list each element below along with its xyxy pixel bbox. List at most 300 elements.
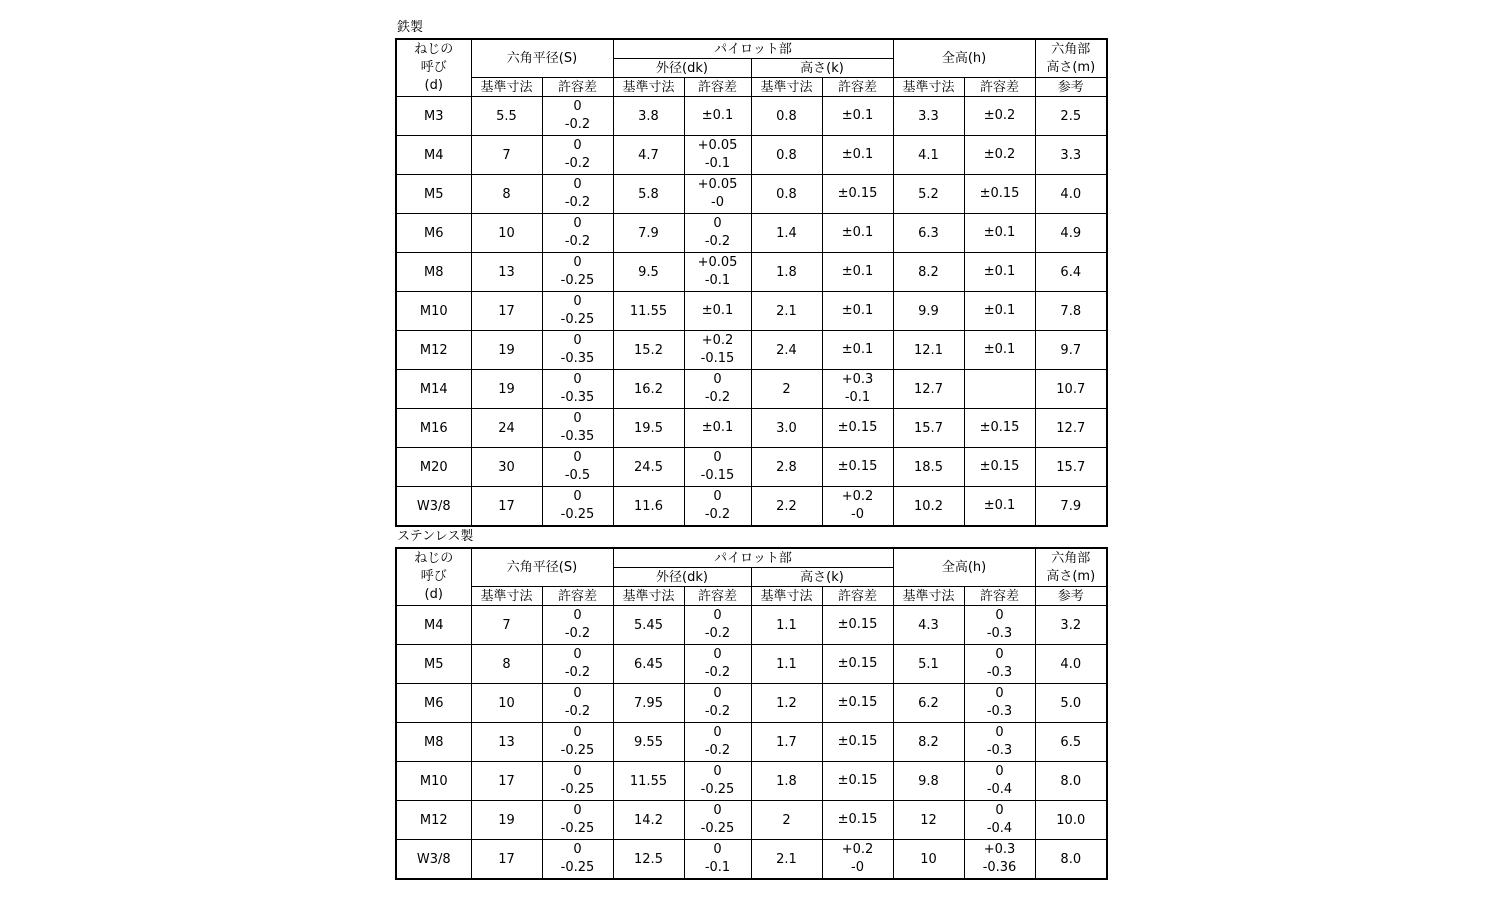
cell-outer-dia-tolerance — [684, 762, 751, 801]
tolerance-line: ±0.15 — [837, 812, 878, 827]
table-row — [396, 253, 1107, 292]
cell-outer-dia-tolerance — [684, 136, 751, 175]
table-body — [396, 606, 1107, 880]
tolerance-line: -0.25 — [560, 273, 595, 288]
cell-hex-width-tolerance — [542, 645, 613, 684]
tolerance-line: 0 — [573, 255, 582, 270]
tolerance-line: 0 — [995, 647, 1004, 662]
cell-height-k: 2.1 — [751, 292, 822, 331]
header-basic: 基準寸法 — [613, 78, 684, 97]
tolerance-line: 0 — [713, 647, 722, 662]
tolerance-line: ±0.1 — [841, 225, 874, 240]
cell-designation: M14 — [396, 370, 471, 409]
tolerance-line: 0 — [713, 608, 722, 623]
tolerance-line: ±0.15 — [979, 420, 1020, 435]
cell-total-height-tolerance — [964, 487, 1035, 527]
cell-hex-height: 8.0 — [1035, 840, 1107, 880]
tolerance-line: +0.05 — [697, 255, 738, 270]
cell-hex-height: 4.9 — [1035, 214, 1107, 253]
cell-outer-dia-tolerance — [684, 175, 751, 214]
cell-height-k: 1.1 — [751, 606, 822, 645]
tolerance-line: -0.1 — [704, 156, 731, 171]
tolerance-line: -0.5 — [564, 468, 591, 483]
tolerance-line: -0.2 — [564, 195, 591, 210]
tolerance-line: -0.25 — [560, 507, 595, 522]
tolerance-line: ±0.15 — [837, 186, 878, 201]
cell-height-k-tolerance — [822, 723, 893, 762]
tolerance-line: ±0.1 — [841, 264, 874, 279]
tolerance-line: 0 — [995, 803, 1004, 818]
cell-total-height-tolerance — [964, 370, 1035, 409]
cell-outer-dia-tolerance — [684, 723, 751, 762]
cell-outer-dia: 24.5 — [613, 448, 684, 487]
header-basic: 基準寸法 — [751, 587, 822, 606]
cell-total-height: 8.2 — [893, 723, 964, 762]
cell-designation: M12 — [396, 801, 471, 840]
table-row — [396, 487, 1107, 527]
cell-hex-width: 19 — [471, 370, 542, 409]
table-row — [396, 606, 1107, 645]
cell-height-k-tolerance — [822, 448, 893, 487]
header-tolerance: 許容差 — [542, 78, 613, 97]
cell-hex-width: 17 — [471, 840, 542, 880]
header-hex-height: 六角部 高さ(m) — [1035, 548, 1107, 587]
cell-height-k: 2.4 — [751, 331, 822, 370]
tolerance-line: ±0.1 — [983, 303, 1016, 318]
cell-hex-width-tolerance — [542, 175, 613, 214]
header-tolerance: 許容差 — [684, 587, 751, 606]
tolerance-line: 0 — [573, 647, 582, 662]
tolerance-line: 0 — [713, 842, 722, 857]
tolerance-line: ±0.1 — [841, 303, 874, 318]
cell-designation: M8 — [396, 723, 471, 762]
tolerance-line: +0.2 — [841, 842, 874, 857]
table-row — [396, 801, 1107, 840]
header-hex-height: 六角部 高さ(m) — [1035, 39, 1107, 78]
cell-hex-width: 7 — [471, 136, 542, 175]
cell-hex-width-tolerance — [542, 840, 613, 880]
header-tolerance: 許容差 — [964, 78, 1035, 97]
cell-height-k: 1.8 — [751, 253, 822, 292]
cell-total-height: 8.2 — [893, 253, 964, 292]
table-row — [396, 684, 1107, 723]
tolerance-line: -0.25 — [560, 821, 595, 836]
cell-outer-dia-tolerance — [684, 606, 751, 645]
cell-height-k: 1.4 — [751, 214, 822, 253]
header-total-height: 全高(h) — [893, 548, 1035, 587]
tolerance-line: -0 — [711, 195, 724, 210]
tolerance-line: 0 — [995, 608, 1004, 623]
header-outer-dia: 外径(dk) — [613, 568, 751, 587]
table-row — [396, 723, 1107, 762]
cell-hex-width-tolerance — [542, 97, 613, 136]
cell-outer-dia: 15.2 — [613, 331, 684, 370]
cell-total-height: 10 — [893, 840, 964, 880]
cell-outer-dia-tolerance — [684, 292, 751, 331]
spec-table-stainless — [395, 547, 1108, 880]
tolerance-line: -0.2 — [704, 507, 731, 522]
cell-outer-dia-tolerance — [684, 684, 751, 723]
tolerance-line: +0.05 — [697, 177, 738, 192]
header-hex-width: 六角平径(S) — [471, 39, 613, 78]
cell-hex-width-tolerance — [542, 409, 613, 448]
tolerance-line: -0 — [851, 860, 864, 875]
tolerance-line: ±0.1 — [983, 264, 1016, 279]
cell-hex-height: 4.0 — [1035, 175, 1107, 214]
header-tolerance: 許容差 — [684, 78, 751, 97]
tolerance-line: -0.3 — [986, 665, 1013, 680]
cell-total-height-tolerance — [964, 409, 1035, 448]
header-basic: 基準寸法 — [471, 78, 542, 97]
tolerance-line: -0.2 — [564, 234, 591, 249]
cell-total-height-tolerance — [964, 606, 1035, 645]
cell-designation: M6 — [396, 684, 471, 723]
cell-total-height: 18.5 — [893, 448, 964, 487]
cell-total-height: 9.8 — [893, 762, 964, 801]
tolerance-line: -0.2 — [704, 390, 731, 405]
cell-outer-dia: 12.5 — [613, 840, 684, 880]
cell-height-k-tolerance — [822, 175, 893, 214]
tolerance-line: -0 — [851, 507, 864, 522]
cell-hex-width: 19 — [471, 331, 542, 370]
cell-outer-dia-tolerance — [684, 370, 751, 409]
cell-height-k-tolerance — [822, 840, 893, 880]
cell-height-k-tolerance — [822, 292, 893, 331]
cell-hex-height: 6.5 — [1035, 723, 1107, 762]
tolerance-line: 0 — [573, 608, 582, 623]
header-outer-dia: 外径(dk) — [613, 59, 751, 78]
header-total-height: 全高(h) — [893, 39, 1035, 78]
cell-height-k: 2.8 — [751, 448, 822, 487]
cell-total-height: 15.7 — [893, 409, 964, 448]
cell-height-k-tolerance — [822, 606, 893, 645]
cell-outer-dia-tolerance — [684, 801, 751, 840]
cell-hex-width-tolerance — [542, 723, 613, 762]
header-pilot: パイロット部 — [613, 39, 893, 59]
tolerance-line: -0.25 — [700, 821, 735, 836]
cell-designation: M8 — [396, 253, 471, 292]
tolerance-line: -0.1 — [704, 860, 731, 875]
tolerance-line: -0.25 — [700, 782, 735, 797]
header-hex-width: 六角平径(S) — [471, 548, 613, 587]
cell-total-height-tolerance — [964, 448, 1035, 487]
tolerance-line: 0 — [573, 725, 582, 740]
tolerance-line: -0.15 — [700, 468, 735, 483]
tolerance-line: +0.05 — [697, 138, 738, 153]
tolerance-line: ±0.15 — [837, 773, 878, 788]
tolerance-line: ±0.15 — [837, 420, 878, 435]
cell-designation: M12 — [396, 331, 471, 370]
cell-outer-dia-tolerance — [684, 487, 751, 527]
cell-hex-height: 3.3 — [1035, 136, 1107, 175]
tolerance-line: -0.2 — [704, 234, 731, 249]
cell-height-k-tolerance — [822, 645, 893, 684]
cell-hex-height: 9.7 — [1035, 331, 1107, 370]
tolerance-line: 0 — [995, 764, 1004, 779]
cell-designation: M6 — [396, 214, 471, 253]
cell-hex-width-tolerance — [542, 214, 613, 253]
cell-designation: M10 — [396, 292, 471, 331]
cell-total-height: 12 — [893, 801, 964, 840]
cell-outer-dia: 5.45 — [613, 606, 684, 645]
tolerance-line: -0.2 — [564, 626, 591, 641]
cell-outer-dia: 11.55 — [613, 292, 684, 331]
cell-height-k-tolerance — [822, 214, 893, 253]
cell-hex-width: 17 — [471, 292, 542, 331]
cell-designation: M20 — [396, 448, 471, 487]
tolerance-line: 0 — [573, 686, 582, 701]
cell-height-k-tolerance — [822, 684, 893, 723]
cell-hex-height: 6.4 — [1035, 253, 1107, 292]
cell-total-height-tolerance — [964, 253, 1035, 292]
cell-hex-height: 4.0 — [1035, 645, 1107, 684]
cell-total-height: 9.9 — [893, 292, 964, 331]
table-header — [396, 548, 1107, 606]
tolerance-line: -0.2 — [704, 665, 731, 680]
tolerance-line: 0 — [573, 764, 582, 779]
cell-hex-width-tolerance — [542, 136, 613, 175]
cell-hex-width: 10 — [471, 214, 542, 253]
cell-outer-dia-tolerance — [684, 840, 751, 880]
table-row — [396, 214, 1107, 253]
tolerance-line: -0.1 — [704, 273, 731, 288]
tolerance-line: ±0.2 — [983, 147, 1016, 162]
header-basic: 基準寸法 — [613, 587, 684, 606]
header-tolerance: 許容差 — [542, 587, 613, 606]
header-height-k: 高さ(k) — [751, 59, 893, 78]
cell-outer-dia-tolerance — [684, 645, 751, 684]
cell-hex-width: 8 — [471, 175, 542, 214]
cell-outer-dia-tolerance — [684, 253, 751, 292]
tolerance-line: 0 — [713, 372, 722, 387]
tolerance-line: -0.25 — [560, 743, 595, 758]
tolerance-line: -0.35 — [560, 390, 595, 405]
tolerance-line: 0 — [713, 803, 722, 818]
cell-hex-width: 10 — [471, 684, 542, 723]
tolerance-line: 0 — [573, 372, 582, 387]
cell-total-height: 6.2 — [893, 684, 964, 723]
cell-hex-height: 3.2 — [1035, 606, 1107, 645]
cell-height-k-tolerance — [822, 487, 893, 527]
tolerance-line: ±0.15 — [837, 656, 878, 671]
cell-outer-dia-tolerance — [684, 331, 751, 370]
header-basic: 基準寸法 — [751, 78, 822, 97]
cell-height-k-tolerance — [822, 762, 893, 801]
cell-hex-height: 7.8 — [1035, 292, 1107, 331]
cell-hex-width: 7 — [471, 606, 542, 645]
header-height-k: 高さ(k) — [751, 568, 893, 587]
cell-hex-width-tolerance — [542, 292, 613, 331]
cell-total-height-tolerance — [964, 214, 1035, 253]
section-title-iron: 鉄製 — [397, 20, 424, 35]
tolerance-line: -0.2 — [564, 117, 591, 132]
cell-hex-width: 30 — [471, 448, 542, 487]
cell-total-height: 5.1 — [893, 645, 964, 684]
tolerance-line: ±0.1 — [983, 498, 1016, 513]
tolerance-line: -0.2 — [704, 626, 731, 641]
cell-height-k-tolerance — [822, 97, 893, 136]
table-header — [396, 39, 1107, 97]
cell-height-k-tolerance — [822, 136, 893, 175]
tolerance-line: 0 — [573, 450, 582, 465]
cell-outer-dia: 7.95 — [613, 684, 684, 723]
header-tolerance: 許容差 — [964, 587, 1035, 606]
cell-total-height: 6.3 — [893, 214, 964, 253]
cell-hex-width-tolerance — [542, 448, 613, 487]
table-row — [396, 97, 1107, 136]
cell-hex-width: 13 — [471, 723, 542, 762]
tolerance-line: -0.3 — [986, 704, 1013, 719]
tolerance-line: 0 — [573, 216, 582, 231]
spec-table-iron — [395, 38, 1108, 527]
cell-height-k: 1.2 — [751, 684, 822, 723]
tolerance-line: 0 — [573, 138, 582, 153]
cell-hex-height: 7.9 — [1035, 487, 1107, 527]
tolerance-line: 0 — [713, 216, 722, 231]
cell-height-k: 2.2 — [751, 487, 822, 527]
tolerance-line: -0.25 — [560, 312, 595, 327]
cell-outer-dia: 9.55 — [613, 723, 684, 762]
tolerance-line: -0.2 — [564, 704, 591, 719]
cell-height-k: 0.8 — [751, 136, 822, 175]
cell-total-height-tolerance — [964, 136, 1035, 175]
tolerance-line: -0.4 — [986, 821, 1013, 836]
tolerance-line: 0 — [713, 489, 722, 504]
tolerance-line: ±0.15 — [979, 186, 1020, 201]
cell-hex-width: 17 — [471, 762, 542, 801]
header-designation: ねじの 呼び (d) — [396, 39, 471, 97]
cell-designation: M4 — [396, 136, 471, 175]
tolerance-line: 0 — [713, 686, 722, 701]
tolerance-line: ±0.15 — [837, 617, 878, 632]
cell-total-height-tolerance — [964, 762, 1035, 801]
header-reference: 参考 — [1035, 587, 1107, 606]
tolerance-line: 0 — [573, 294, 582, 309]
cell-total-height: 3.3 — [893, 97, 964, 136]
tolerance-line: ±0.1 — [983, 342, 1016, 357]
cell-height-k-tolerance — [822, 331, 893, 370]
cell-height-k: 1.8 — [751, 762, 822, 801]
cell-designation: M16 — [396, 409, 471, 448]
cell-outer-dia: 5.8 — [613, 175, 684, 214]
cell-hex-width-tolerance — [542, 253, 613, 292]
cell-outer-dia: 9.5 — [613, 253, 684, 292]
cell-hex-width: 24 — [471, 409, 542, 448]
cell-designation: M5 — [396, 175, 471, 214]
table-row — [396, 370, 1107, 409]
header-reference: 参考 — [1035, 78, 1107, 97]
tolerance-line: 0 — [573, 99, 582, 114]
tolerance-line: -0.2 — [564, 156, 591, 171]
cell-total-height-tolerance — [964, 840, 1035, 880]
tolerance-line: 0 — [995, 725, 1004, 740]
header-designation: ねじの 呼び (d) — [396, 548, 471, 606]
tolerance-line: 0 — [573, 803, 582, 818]
cell-total-height-tolerance — [964, 175, 1035, 214]
cell-height-k: 2 — [751, 370, 822, 409]
cell-outer-dia: 19.5 — [613, 409, 684, 448]
tolerance-line: -0.2 — [704, 704, 731, 719]
cell-height-k-tolerance — [822, 409, 893, 448]
tolerance-line: 0 — [995, 686, 1004, 701]
cell-designation: W3/8 — [396, 487, 471, 527]
table-row — [396, 762, 1107, 801]
cell-height-k: 2.1 — [751, 840, 822, 880]
cell-hex-height: 12.7 — [1035, 409, 1107, 448]
cell-outer-dia-tolerance — [684, 409, 751, 448]
table-row — [396, 136, 1107, 175]
cell-total-height-tolerance — [964, 723, 1035, 762]
cell-height-k: 1.1 — [751, 645, 822, 684]
cell-hex-height: 15.7 — [1035, 448, 1107, 487]
cell-height-k: 2 — [751, 801, 822, 840]
header-basic: 基準寸法 — [893, 587, 964, 606]
tolerance-line: ±0.2 — [983, 108, 1016, 123]
cell-hex-width: 13 — [471, 253, 542, 292]
cell-hex-width-tolerance — [542, 331, 613, 370]
cell-total-height-tolerance — [964, 331, 1035, 370]
header-pilot: パイロット部 — [613, 548, 893, 568]
cell-outer-dia: 16.2 — [613, 370, 684, 409]
header-basic: 基準寸法 — [471, 587, 542, 606]
cell-designation: M3 — [396, 97, 471, 136]
table-row — [396, 840, 1107, 880]
cell-hex-height: 2.5 — [1035, 97, 1107, 136]
tolerance-line: +0.3 — [983, 842, 1016, 857]
tolerance-line: ±0.1 — [701, 108, 734, 123]
tolerance-line: 0 — [573, 411, 582, 426]
table-row — [396, 645, 1107, 684]
cell-total-height-tolerance — [964, 292, 1035, 331]
tolerance-line: ±0.1 — [841, 342, 874, 357]
table-row — [396, 409, 1107, 448]
tolerance-line: 0 — [713, 764, 722, 779]
tolerance-line: -0.4 — [986, 782, 1013, 797]
cell-height-k-tolerance — [822, 253, 893, 292]
cell-height-k: 3.0 — [751, 409, 822, 448]
tolerance-line: ±0.1 — [701, 420, 734, 435]
tolerance-line: 0 — [573, 489, 582, 504]
table-row — [396, 331, 1107, 370]
tolerance-line: ±0.1 — [701, 303, 734, 318]
cell-outer-dia: 11.55 — [613, 762, 684, 801]
tolerance-line: -0.35 — [560, 351, 595, 366]
tolerance-line: -0.15 — [700, 351, 735, 366]
cell-total-height: 12.7 — [893, 370, 964, 409]
cell-height-k-tolerance — [822, 370, 893, 409]
cell-outer-dia: 6.45 — [613, 645, 684, 684]
tolerance-line: -0.2 — [564, 665, 591, 680]
cell-outer-dia: 11.6 — [613, 487, 684, 527]
tolerance-line: 0 — [713, 725, 722, 740]
cell-hex-width-tolerance — [542, 801, 613, 840]
cell-total-height: 5.2 — [893, 175, 964, 214]
cell-outer-dia: 7.9 — [613, 214, 684, 253]
tolerance-line: ±0.15 — [837, 695, 878, 710]
cell-hex-height: 8.0 — [1035, 762, 1107, 801]
cell-hex-height: 10.7 — [1035, 370, 1107, 409]
table-body — [396, 97, 1107, 527]
tolerance-line: ±0.1 — [983, 225, 1016, 240]
cell-designation: M10 — [396, 762, 471, 801]
cell-hex-width-tolerance — [542, 487, 613, 527]
table-row — [396, 292, 1107, 331]
cell-designation: M5 — [396, 645, 471, 684]
tolerance-line: 0 — [573, 842, 582, 857]
tolerance-line: ±0.15 — [837, 734, 878, 749]
cell-hex-height: 10.0 — [1035, 801, 1107, 840]
tolerance-line: +0.3 — [841, 372, 874, 387]
